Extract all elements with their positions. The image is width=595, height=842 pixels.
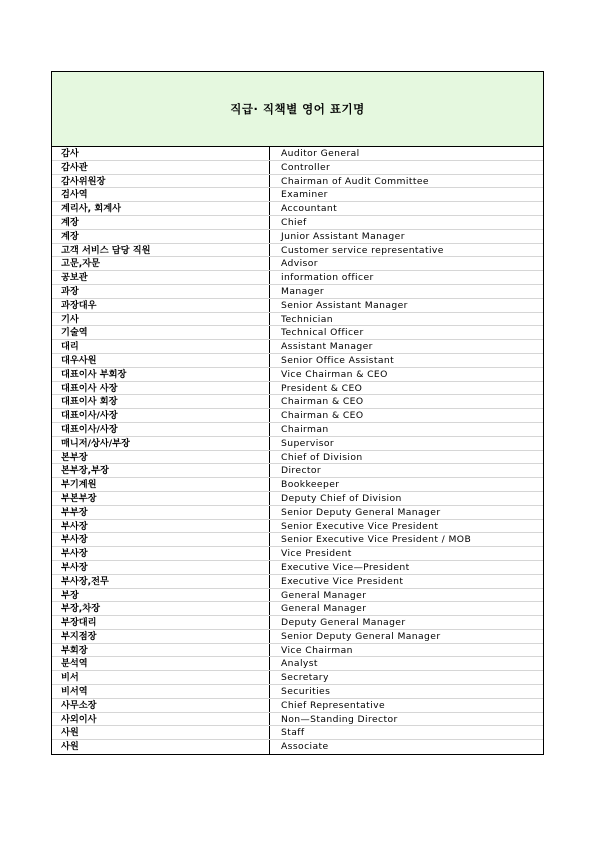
table-row <box>52 340 543 354</box>
korean-title-cell: 매니저/상사/부장 <box>52 437 270 450</box>
english-title-cell: Staff <box>281 727 305 739</box>
table-row <box>52 395 543 409</box>
table-row <box>52 520 543 534</box>
table-title-cell <box>52 72 543 147</box>
table-row <box>52 561 543 575</box>
table-row <box>52 285 543 299</box>
korean-title-cell: 부사장 <box>52 520 270 533</box>
table-row <box>52 409 543 423</box>
english-title-cell: Senior Deputy General Manager <box>281 630 441 642</box>
english-title-cell: Senior Executive Vice President <box>281 520 439 532</box>
korean-title-cell: 부사장 <box>52 533 270 546</box>
english-title-cell: Chairman <box>281 423 329 435</box>
english-title-cell: General Manager <box>281 589 367 601</box>
english-title-cell: Senior Deputy General Manager <box>281 506 441 518</box>
korean-title-cell: 감사위원장 <box>52 175 270 188</box>
english-title-cell: Executive Vice—President <box>281 561 410 573</box>
english-title-cell: Analyst <box>281 658 318 670</box>
english-title-cell: Senior Office Assistant <box>281 354 395 366</box>
english-title-cell: Customer service representative <box>281 244 444 256</box>
table-title: 직급· 직책별 영어 표기명 <box>230 102 365 116</box>
table-row <box>52 230 543 244</box>
korean-title-cell: 부사장 <box>52 547 270 560</box>
korean-title-cell: 부사장 <box>52 561 270 574</box>
table-row <box>52 368 543 382</box>
english-title-cell: Executive Vice President <box>281 575 404 587</box>
table-row <box>52 354 543 368</box>
table-row <box>52 382 543 396</box>
table-row <box>52 685 543 699</box>
english-title-cell: Deputy General Manager <box>281 617 406 629</box>
korean-title-cell: 부부장 <box>52 506 270 519</box>
table-row <box>52 257 543 271</box>
table-row <box>52 216 543 230</box>
korean-title-cell: 부회장 <box>52 644 270 657</box>
table-row <box>52 726 543 740</box>
table-row <box>52 451 543 465</box>
korean-title-cell: 본부장,부장 <box>52 464 270 477</box>
table-row <box>52 533 543 547</box>
english-title-cell: Secretary <box>281 672 329 684</box>
table-row <box>52 423 543 437</box>
english-title-cell: Vice Chairman <box>281 644 353 656</box>
title-table <box>51 71 544 755</box>
english-title-cell: Accountant <box>281 203 338 215</box>
english-title-cell: Deputy Chief of Division <box>281 492 402 504</box>
english-title-cell: Advisor <box>281 258 318 270</box>
korean-title-cell: 부사장,전무 <box>52 575 270 588</box>
korean-title-cell: 공보관 <box>52 271 270 284</box>
table-row <box>52 602 543 616</box>
table-row <box>52 506 543 520</box>
korean-title-cell: 본부장 <box>52 451 270 464</box>
table-row <box>52 630 543 644</box>
korean-title-cell: 부지점장 <box>52 630 270 643</box>
table-row <box>52 437 543 451</box>
english-title-cell: Supervisor <box>281 437 335 449</box>
table-row <box>52 464 543 478</box>
korean-title-cell: 대리 <box>52 340 270 353</box>
korean-title-cell: 부기계원 <box>52 478 270 491</box>
korean-title-cell: 고문,자문 <box>52 257 270 270</box>
english-title-cell: Director <box>281 465 322 477</box>
table-row <box>52 740 543 754</box>
korean-title-cell: 대표이사 사장 <box>52 382 270 395</box>
english-title-cell: Chairman of Audit Committee <box>281 175 429 187</box>
table-row <box>52 161 543 175</box>
korean-title-cell: 대표이사 회장 <box>52 395 270 408</box>
korean-title-cell: 대표이사/사장 <box>52 423 270 436</box>
english-title-cell: Chief Representative <box>281 699 386 711</box>
table-row <box>52 202 543 216</box>
table-row <box>52 657 543 671</box>
english-title-cell: Auditor General <box>281 148 360 159</box>
korean-title-cell: 계장 <box>52 230 270 243</box>
english-title-cell: Bookkeeper <box>281 479 340 491</box>
table-row <box>52 713 543 727</box>
table-row <box>52 326 543 340</box>
table-row <box>52 244 543 258</box>
english-title-cell: Securities <box>281 686 331 698</box>
table-body <box>52 147 543 754</box>
english-title-cell: Technical Officer <box>281 327 364 339</box>
english-title-cell: Technician <box>281 313 334 325</box>
korean-title-cell: 사외이사 <box>52 713 270 726</box>
korean-title-cell: 감사 <box>52 147 270 160</box>
korean-title-cell: 비서역 <box>52 685 270 698</box>
korean-title-cell: 분석역 <box>52 657 270 670</box>
english-title-cell: Controller <box>281 161 331 173</box>
table-row <box>52 575 543 589</box>
table-row <box>52 175 543 189</box>
table-row <box>52 271 543 285</box>
korean-title-cell: 부장 <box>52 589 270 602</box>
table-row <box>52 147 543 161</box>
korean-title-cell: 사원 <box>52 740 270 754</box>
english-title-cell: Assistant Manager <box>281 341 373 353</box>
english-title-cell: Junior Assistant Manager <box>281 230 405 242</box>
table-row <box>52 299 543 313</box>
korean-title-cell: 계장 <box>52 216 270 229</box>
table-row <box>52 478 543 492</box>
korean-title-cell: 고객 서비스 담당 직원 <box>52 244 270 257</box>
korean-title-cell: 부장,차장 <box>52 602 270 615</box>
english-title-cell: Chief <box>281 216 307 228</box>
table-row <box>52 589 543 603</box>
korean-title-cell: 부본부장 <box>52 492 270 505</box>
english-title-cell: Manager <box>281 285 325 297</box>
english-title-cell: Chief of Division <box>281 451 363 463</box>
table-row <box>52 188 543 202</box>
english-title-cell: General Manager <box>281 603 367 615</box>
english-title-cell: Vice President <box>281 548 352 560</box>
korean-title-cell: 대우사원 <box>52 354 270 367</box>
korean-title-cell: 기사 <box>52 313 270 326</box>
english-title-cell: President & CEO <box>281 382 363 394</box>
english-title-cell: Associate <box>281 741 329 753</box>
korean-title-cell: 검사역 <box>52 188 270 201</box>
english-title-cell: information officer <box>281 272 374 284</box>
korean-title-cell: 과장 <box>52 285 270 298</box>
korean-title-cell: 과장대우 <box>52 299 270 312</box>
table-row <box>52 644 543 658</box>
korean-title-cell: 계리사, 회계사 <box>52 202 270 215</box>
korean-title-cell: 대표이사 부회장 <box>52 368 270 381</box>
table-row <box>52 547 543 561</box>
korean-title-cell: 비서 <box>52 671 270 684</box>
english-title-cell: Chairman & CEO <box>281 396 364 408</box>
table-row <box>52 313 543 327</box>
korean-title-cell: 사무소장 <box>52 699 270 712</box>
table-row <box>52 671 543 685</box>
korean-title-cell: 기술역 <box>52 326 270 339</box>
english-title-cell: Chairman & CEO <box>281 410 364 422</box>
table-row <box>52 699 543 713</box>
english-title-cell: Examiner <box>281 189 328 201</box>
korean-title-cell: 부장대리 <box>52 616 270 629</box>
english-title-cell: Non—Standing Director <box>281 713 398 725</box>
english-title-cell: Senior Executive Vice President / MOB <box>281 534 472 546</box>
table-row <box>52 492 543 506</box>
table-row <box>52 616 543 630</box>
english-title-cell: Senior Assistant Manager <box>281 299 408 311</box>
korean-title-cell: 대표이사/사장 <box>52 409 270 422</box>
english-title-cell: Vice Chairman & CEO <box>281 368 388 380</box>
korean-title-cell: 감사관 <box>52 161 270 174</box>
korean-title-cell: 사원 <box>52 726 270 739</box>
